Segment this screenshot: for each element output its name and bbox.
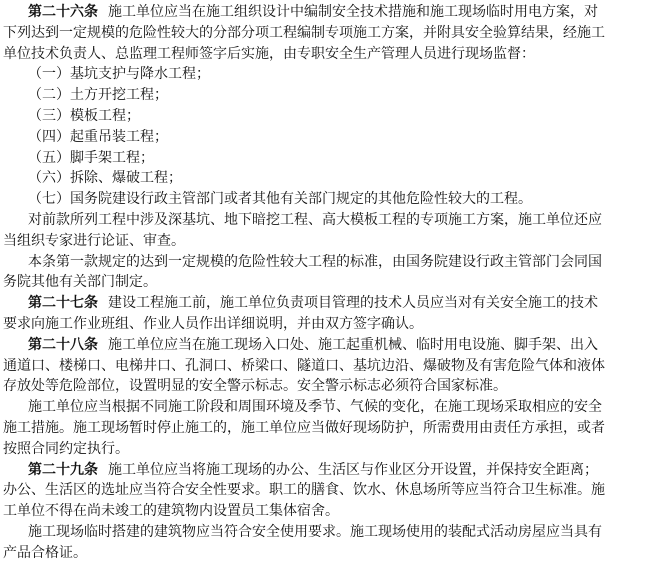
text-line: [0, 64, 647, 85]
line-text: 单位技术负责人、总监理工程师签字后实施，由专职安全生产管理人员进行现场监督：: [3, 45, 535, 62]
line-text: 按照合同约定执行。: [3, 440, 129, 457]
line-text: 建设工程施工前，施工单位负责项目管理的技术人员应当对有关安全施工的技术: [108, 295, 598, 312]
text-line: [0, 189, 647, 210]
line-text: （二）土方开挖工程；: [28, 87, 168, 104]
line-text: 下列达到一定规模的危险性较大的分部分项工程编制专项施工方案，并附具安全验算结果，经施工: [3, 24, 605, 41]
text-line: [0, 106, 647, 127]
line-text: （一）基坑支护与降水工程；: [28, 66, 210, 83]
line-text: 要求向施工作业班组、作业人员作出详细说明，并由双方签字确认。: [3, 315, 423, 332]
text-line: [0, 314, 647, 335]
text-line: [0, 543, 647, 564]
text-line: [0, 501, 647, 522]
line-text: （五）脚手架工程；: [28, 149, 154, 166]
line-text: 施工单位应当在施工现场入口处、施工起重机械、临时用电设施、脚手架、出入: [108, 336, 598, 353]
text-line: [0, 293, 647, 314]
line-text: 产品合格证。: [3, 544, 87, 561]
text-line: [0, 252, 647, 273]
article-heading: 第二十七条: [28, 295, 98, 312]
text-line: [0, 2, 647, 23]
text-line: [0, 480, 647, 501]
text-line: [0, 356, 647, 377]
text-line: [0, 439, 647, 460]
line-text: 当组织专家进行论证、审查。: [3, 232, 185, 249]
text-line: [0, 418, 647, 439]
line-text: 务院其他有关部门制定。: [3, 274, 157, 291]
text-line: [0, 460, 647, 481]
line-text: （三）模板工程；: [28, 107, 140, 124]
text-line: [0, 376, 647, 397]
text-line: [0, 397, 647, 418]
article-heading: 第二十九条: [28, 461, 98, 478]
line-text: 对前款所列工程中涉及深基坑、地下暗挖工程、高大模板工程的专项施工方案，施工单位还应: [28, 211, 602, 228]
text-line: [0, 231, 647, 252]
line-text: 施工单位应当根据不同施工阶段和周围环境及季节、气候的变化，在施工现场采取相应的安全: [28, 399, 602, 416]
line-text: 施工单位应当将施工现场的办公、生活区与作业区分开设置，并保持安全距离；: [108, 461, 598, 478]
line-text: （四）起重吊装工程；: [28, 128, 168, 145]
line-text: 本条第一款规定的达到一定规模的危险性较大工程的标准，由国务院建设行政主管部门会同国: [28, 253, 602, 270]
article-heading: 第二十八条: [28, 336, 98, 353]
text-line: [0, 522, 647, 543]
line-text: 施工单位应当在施工组织设计中编制安全技术措施和施工现场临时用电方案，对: [108, 4, 598, 20]
text-line: [0, 272, 647, 293]
text-line: [0, 210, 647, 231]
regulation-text-body: [0, 2, 647, 564]
text-line: [0, 335, 647, 356]
text-line: [0, 127, 647, 148]
text-line: [0, 23, 647, 44]
text-line: [0, 168, 647, 189]
text-line: [0, 44, 647, 65]
text-line: [0, 148, 647, 169]
line-text: 存放处等危险部位，设置明显的安全警示标志。安全警示标志必须符合国家标准。: [3, 378, 507, 395]
text-line: [0, 85, 647, 106]
line-text: 施工措施。施工现场暂时停止施工的，施工单位应当做好现场防护，所需费用由责任方承担，或者: [3, 419, 605, 436]
article-heading: 第二十六条: [28, 4, 98, 20]
line-text: 工单位不得在尚未竣工的建筑物内设置员工集体宿舍。: [3, 503, 339, 520]
line-text: （七）国务院建设行政主管部门或者其他有关部门规定的其他危险性较大的工程。: [28, 191, 532, 208]
line-text: 通道口、楼梯口、电梯井口、孔洞口、桥梁口、隧道口、基坑边沿、爆破物及有害危险气体和液体: [3, 357, 605, 374]
line-text: （六）拆除、爆破工程；: [28, 170, 182, 187]
line-text: 施工现场临时搭建的建筑物应当符合安全使用要求。施工现场使用的装配式活动房屋应当具有: [28, 523, 602, 540]
line-text: 办公、生活区的选址应当符合安全性要求。职工的膳食、饮水、休息场所等应当符合卫生标准。施: [3, 482, 605, 499]
